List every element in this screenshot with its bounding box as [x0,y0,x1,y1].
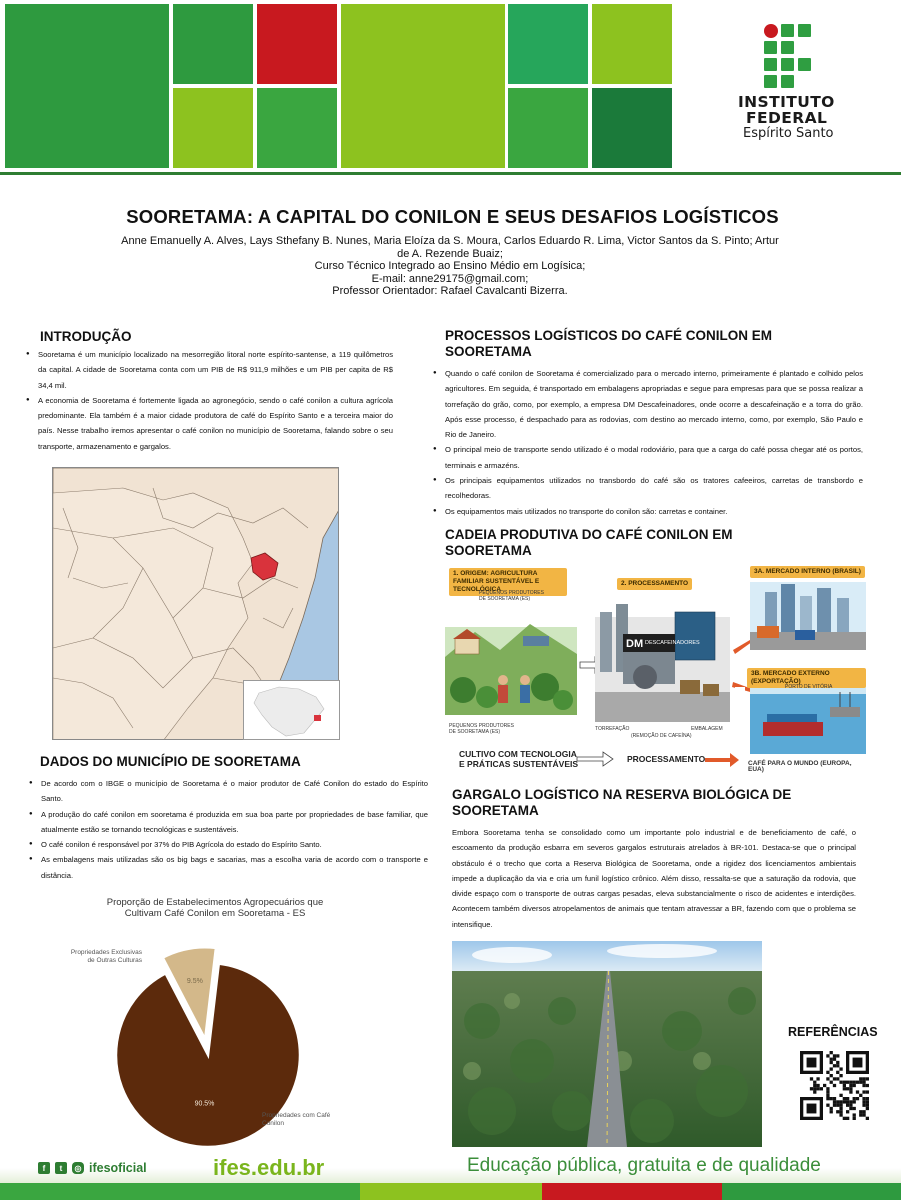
ig-embalagem: EMBALAGEM [691,726,723,732]
ig-pequenos-bottom: PEQUENOS PRODUTORES DE SOORETAMA (ES) [449,723,514,735]
list-item: ● De acordo com o IBGE o município de Sooretama é o maior produtor de Café Conilon do estado do Espírito Santo. [29,776,428,807]
header-tile [173,88,253,168]
header-tile [173,4,253,84]
ig-origem-badge: 1. ORIGEM: AGRICULTURA FAMILIAR SUSTENTÁVEL E TECNOLÓGICA [449,568,567,596]
social-handle[interactable]: ifesoficial [89,1161,147,1175]
facebook-icon[interactable]: f [38,1162,50,1174]
ig-mundo-caption: CAFÉ PARA O MUNDO (EUROPA, EUA) [748,760,852,773]
list-item: ● Os equipamentos mais utilizados no transporte do conilon são: carretas e container. [433,504,863,519]
br101-reserva-photo [452,941,762,1147]
footer-stripe [722,1183,901,1200]
inset-drawing [244,681,341,741]
list-item: ● A economia de Sooretama é fortemente ligada ao agronegócio, sendo o café conilon a cultura agrícola predominante. Ela também é a maior cidade produtora de café do Espírito Santo e a terceira maior do país. Nesse trabalho iremos apresentar o café conilon no município de Sooretama, falando sobre o seu transporte, armazenamento e gargalos. [26,393,393,454]
poster-title: SOORETAMA: A CAPITAL DO CONILON E SEUS DESAFIOS LOGÍSTICOS [126,206,779,227]
list-item: ● A produção do café conilon em sooretama é produzida em sua boa parte por propriedades de base familiar, que atualmente estão se tornando tecnológicas e sustentáveis. [29,807,428,838]
processos-list [433,366,863,519]
ig-cultivo-caption: CULTIVO COM TECNOLOGIA E PRÁTICAS SUSTENTÁVEIS [459,749,579,769]
header-tile [341,4,505,168]
ig-pequenos-top: PEQUENOS PRODUTORES DE SOORETAMA (ES) [479,590,544,602]
email-line: E-mail: anne29175@gmail.com; [371,272,529,285]
ig-dm-logo: DM [626,638,644,650]
references-qr-code[interactable] [800,1051,869,1120]
authors-line: de A. Rezende Buaiz; [397,247,503,260]
photo-drawing [452,941,762,1147]
list-item: ● As embalagens mais utilizadas são os big bags e sacarias, mas a escolha varia de acordo com o transporte e distância. [29,852,428,883]
instagram-icon[interactable]: ◎ [72,1162,84,1174]
pie-title: Proporção de Estabelecimentos Agropecuários que Cultivam Café Conilon em Sooretama - ES [106,897,324,919]
twitter-icon[interactable]: t [55,1162,67,1174]
logo-line-2: FEDERAL [746,109,828,128]
brazil-inset-map [243,680,340,740]
header-divider [0,172,901,175]
header-tile [592,4,672,84]
header-tile [508,4,588,84]
ifes-logo-mark [764,24,812,90]
intro-heading: INTRODUÇÃO [40,329,132,344]
ig-processamento-badge: 2. PROCESSAMENTO [617,578,692,590]
logo-line-3: Espírito Santo [743,125,834,141]
header-tile [508,88,588,168]
gargalo-text: Embora Sooretama tenha se consolidado como um importante polo industrial e de beneficiamento de café, o escoamento da produção esbarra em severos gargalos estruturais atrelados à BR-101. Destaca-se que o principal obstáculo é o trecho que corta a Reserva Biológica de Sooretama, onde a rigidez dos licenciamentos ambientais impede a duplicação da via e cria um funil logístico crônico. Além disso, ressalta-se que a saturação da rodovia, que divide espaço com o transporte de outras cargas pesadas, eleva substancialmente o risco de acidentes e interdições. Acontecem também diversos atropelamentos de animais que tentam atravessar a BR, fazendo com que o problema se intensifique. [452,828,856,929]
logo-line-1: INSTITUTO [738,93,835,111]
ig-mercado-interno-badge: 3A. MERCADO INTERNO (BRASIL) [750,566,865,578]
course-line: Curso Técnico Integrado ao Ensino Médio em Logísica; [314,260,586,272]
header-tile [257,4,337,84]
header-tile [592,88,672,168]
advisor-line: Professor Orientador: Rafael Cavalcanti Bizerra. [332,285,568,297]
footer-stripe [542,1183,722,1200]
gargalo-heading: GARGALO LOGÍSTICO NA RESERVA BIOLÓGICA DE SOORETAMA [452,787,792,818]
header-tile [257,88,337,168]
header-tile [5,4,169,168]
ifes-logo [738,24,868,150]
processos-heading: PROCESSOS LOGÍSTICOS DO CAFÉ CONILON EM SOORETAMA [445,328,773,359]
footer-stripe [0,1183,360,1200]
ifes-logo-text [738,94,868,140]
footer-stripe [360,1183,542,1200]
list-item: ● O café conilon é responsável por 37% do PIB Agrícola do estado do Espírito Santo. [29,837,428,852]
authors-line: Anne Emanuelly A. Alves, Lays Sthefany B. Nunes, Maria Eloíza da S. Moura, Carlos Eduardo R. Lima, Victor Santos da S. Pinto; Artur [121,235,779,247]
list-item: ● Sooretama é um município localizado na mesorregião litoral norte espírito-santense, a 119 quilômetros da capital. A cidade de Sooretama conta com um PIB de R$ 911,9 milhões e um PIB per capita de R$ 34,4 mil. [26,347,393,393]
list-item: ● Quando o café conilon de Sooretama é comercializado para o mercado interno, primeiramente é plantado e colhido pelos agricultores. Em seguida, é transportado em embalagens apropriadas e segue para empresas para que se possa realizar a torrefação do grão, como, por exemplo, a empresa DM Descafeinadores, onde ocorre a descafeinação e a torra do grão. Após esse processo, é despachado para as rodovias, com destino ao mercado interno, como, por exemplo, São Paulo e Rio de Janeiro. [433,366,863,442]
list-item: ● O principal meio de transporte sendo utilizado é o modal rodoviário, para que a carga do café possa chegar até os portos, terminais e armazéns. [433,442,863,473]
ig-mercado-externo-badge: 3B. MERCADO EXTERNO (EXPORTAÇÃO) [747,668,866,688]
cadeia-produtiva-infographic [445,562,866,774]
pie-value-label: 9.5% [186,978,203,986]
dados-list [29,776,428,883]
pie-category-label: Propriedades Exclusivas de Outras Culturas [70,949,142,964]
refs-heading: REFERÊNCIAS [788,1025,878,1039]
pie-category-label: Propriedades com Café Conilon [262,1112,331,1127]
dados-heading: DADOS DO MUNICÍPIO DE SOORETAMA [40,754,301,769]
poster-header [0,0,901,172]
footer-slogan: Educação pública, gratuita e de qualidade [467,1155,821,1176]
intro-list [26,347,393,454]
ig-remocao: (REMOÇÃO DE CAFEÍNA) [631,733,692,739]
ig-torrefacao: TORREFAÇÃO [595,726,630,732]
cadeia-heading: CADEIA PRODUTIVA DO CAFÉ CONILON EM SOORETAMA [445,527,733,558]
pie-value-label: 90.5% [194,1100,215,1108]
ig-descafeinadores: DESCAFEINADORES [645,640,700,646]
ig-porto-label: PORTO DE VITÓRIA [785,684,833,690]
ig-processamento-caption: PROCESSAMENTO [627,754,706,764]
list-item: ● Os principais equipamentos utilizados no transbordo do café são os tratores cafeeiros, carretas de transbordo e recolhedoras. [433,473,863,504]
footer-url[interactable]: ifes.edu.br [213,1155,325,1180]
authors-block [100,235,800,298]
footer-social [38,1161,147,1175]
